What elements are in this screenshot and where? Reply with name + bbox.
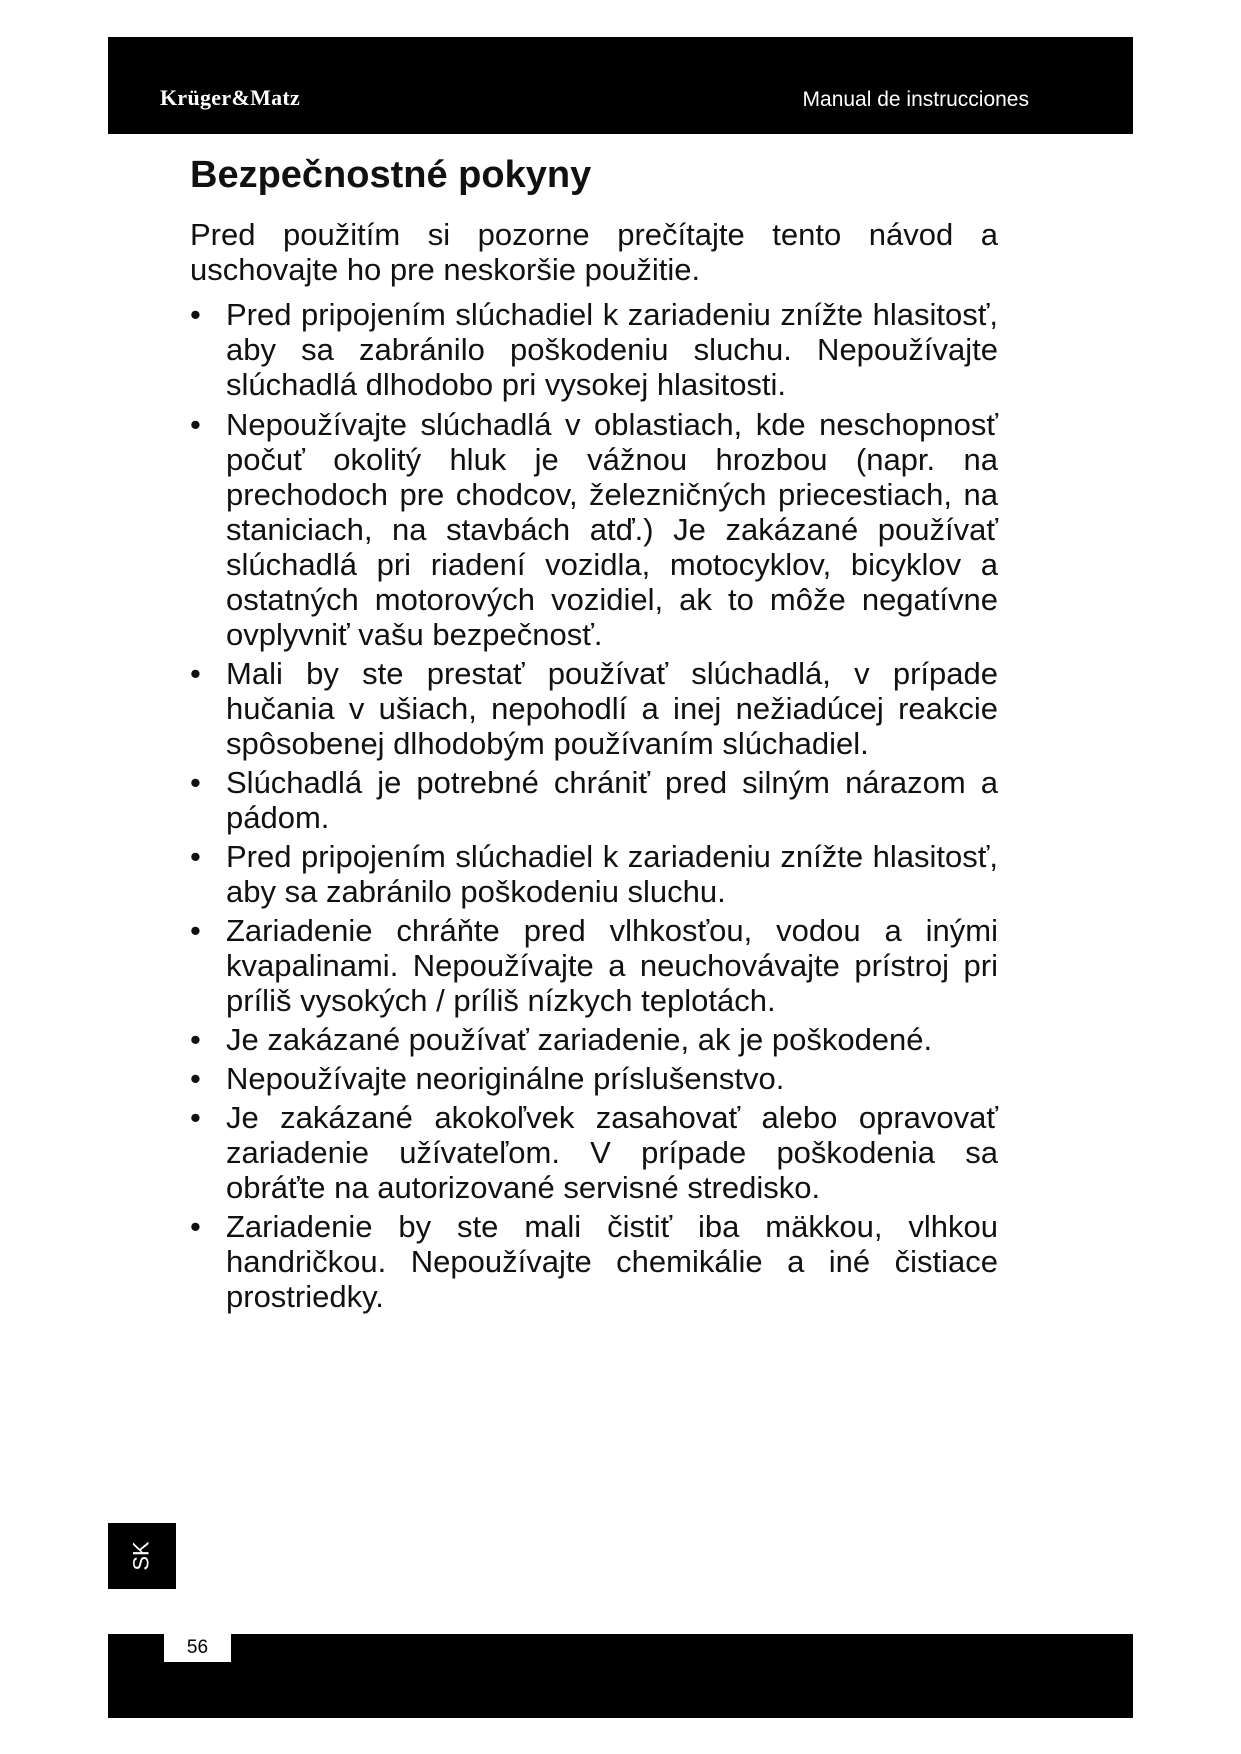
manual-title: Manual de instrucciones: [802, 88, 1029, 111]
list-item: [190, 765, 998, 835]
bullet-marker: •: [190, 1060, 201, 1096]
main-content: [190, 155, 998, 1318]
list-item: [190, 913, 998, 1018]
list-item-text: Je zakázané akokoľvek zasahovať alebo opravovať zariadenie užívateľom. V prípade poškodenia sa obráťte na autorizované servisné stredisko.: [226, 1099, 998, 1205]
list-item-text: Pred pripojením slúchadiel k zariadeniu znížte hlasitosť, aby sa zabránilo poškodeniu sluchu. Nepoužívajte slúchadlá dlhodobo pri vysokej hlasitosti.: [226, 297, 998, 403]
bullet-marker: •: [190, 297, 201, 333]
bullet-marker: •: [190, 838, 201, 874]
page-number: 56: [164, 1634, 231, 1662]
bullet-marker: •: [190, 912, 201, 948]
bullet-marker: •: [190, 655, 201, 691]
list-item-text: Mali by ste prestať používať slúchadlá, v prípade hučania v ušiach, nepohodlí a inej nežiadúcej reakcie spôsobenej dlhodobým používaním slúchadiel.: [226, 655, 998, 761]
safety-list: [190, 297, 998, 1313]
list-item-text: Slúchadlá je potrebné chrániť pred silným nárazom a pádom.: [226, 764, 998, 835]
list-item-text: Nepoužívajte slúchadlá v oblastiach, kde neschopnosť počuť okolitý hluk je vážnou hrozbou (napr. na prechodoch pre chodcov, železničných priecestiach, na staniciach, na stavbách atď.) Je zakázané používať slúchadlá pri riadení vozidla, motocyklov, bicyklov a ostatných motorových vozidiel, ak to môže negatívne ovplyvniť vašu bezpečnosť.: [226, 406, 998, 652]
bullet-marker: •: [190, 406, 201, 442]
language-tab: [108, 1523, 176, 1589]
list-item-text: Zariadenie by ste mali čistiť iba mäkkou, vlhkou handričkou. Nepoužívajte chemikálie a iné čistiace prostriedky.: [226, 1208, 998, 1314]
section-heading: Bezpečnostné pokyny: [190, 154, 592, 196]
list-item: [190, 656, 998, 761]
list-item: [190, 1022, 998, 1057]
bullet-marker: •: [190, 1021, 201, 1057]
bullet-marker: •: [190, 1208, 201, 1244]
list-item-text: Nepoužívajte neoriginálne príslušenstvo.: [226, 1060, 785, 1096]
list-item: [190, 297, 998, 402]
list-item: [190, 839, 998, 909]
footer-bar: [108, 1634, 1133, 1718]
language-label: SK: [128, 1541, 154, 1571]
list-item: [190, 407, 998, 652]
list-item: [190, 1061, 998, 1096]
list-item-text: Pred pripojením slúchadiel k zariadeniu znížte hlasitosť, aby sa zabránilo poškodeniu sluchu.: [226, 838, 998, 909]
bullet-marker: •: [190, 764, 201, 800]
list-item: [190, 1100, 998, 1205]
list-item: [190, 1209, 998, 1314]
list-item-text: Je zakázané používať zariadenie, ak je poškodené.: [226, 1021, 933, 1057]
header-bar: [108, 37, 1133, 134]
bullet-marker: •: [190, 1099, 201, 1135]
intro-paragraph: Pred použitím si pozorne prečítajte tento návod a uschovajte ho pre neskoršie použitie.: [190, 216, 998, 288]
brand-logo: Krüger&Matz: [160, 85, 301, 110]
list-item-text: Zariadenie chráňte pred vlhkosťou, vodou a inými kvapalinami. Nepoužívajte a neuchovávajte prístroj pri príliš vysokých / príliš nízkych teplotách.: [226, 912, 998, 1018]
